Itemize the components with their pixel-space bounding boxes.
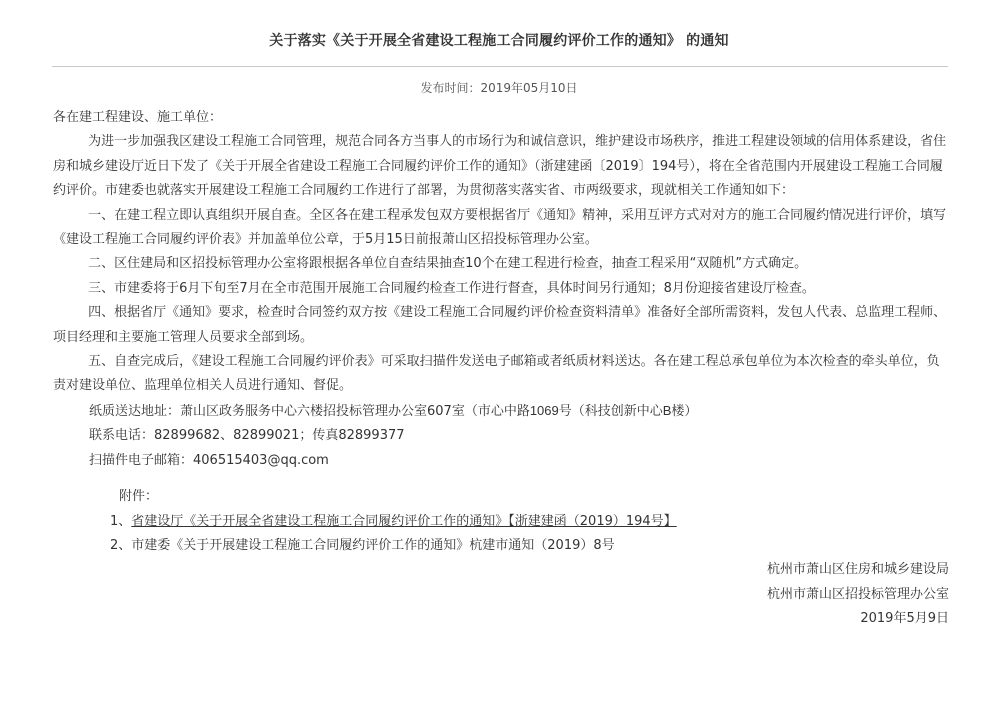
signature-bidding-office: 杭州市萧山区招投标管理办公室 — [766, 586, 949, 602]
attachment-item-2 — [53, 534, 949, 558]
item-paragraph-5: 五、自查完成后，《建设工程施工合同履约评价表》可采取扫描件发送电子邮箱或者纸质材料送达。各在建工程总承包单位为本次检查的牵头单位，负责对建设单位、监理单位相关人员进行通知、督促。 — [53, 354, 940, 394]
contact-address — [53, 399, 949, 424]
intro-paragraph: 为进一步加强我区建设工程施工合同管理，规范合同各方当事人的市场行为和诚信意识，维护建设市场秩序，推进工程建设领域的信用体系建设，省住房和城乡建设厅近日下发了《关于开展全省建设工程施工合同履约评价工作的通知》（浙建建函〔2019〕194号），将在全省范围内开展建设工程施工合同履约评价。市建委也就落实开展建设工程施工合同履约工作进行了部署，为贯彻落实落实省、市两级要求，现就相关工作通知如下： — [53, 134, 947, 199]
attachment-link-1[interactable]: 省建设厅《关于开展全省建设工程施工合同履约评价工作的通知》【浙建建函（2019）194号】 — [131, 513, 677, 529]
attachment-number: 2、 — [110, 537, 132, 553]
contact-email: 扫描件电子邮箱：406515403@qq.com — [89, 452, 329, 468]
notice-content — [53, 106, 949, 632]
item-paragraph-4: 四、根据省厅《通知》要求，检查时合同签约双方按《建设工程施工合同履约评价检查资料清单》准备好全部所需资料，发包人代表、总监理工程师、项目经理和主要施工管理人员要求全部到场。 — [53, 305, 947, 345]
attachment-number: 1、 — [110, 513, 132, 529]
sign-date: 2019年5月9日 — [860, 611, 949, 627]
item-paragraph-1: 一、在建工程立即认真组织开展自查。全区各在建工程承发包双方要根据省厅《通知》精神，采用互评方式对对方的施工合同履约情况进行评价，填写《建设工程施工合同履约评价表》并加盖单位公章，于5月15日前报萧山区招投标管理办公室。 — [53, 207, 947, 248]
publish-date: 发布时间：2019年05月10日 — [420, 81, 578, 95]
contact-phone: 联系电话：82899682、82899021；传真82899377 — [89, 428, 405, 444]
page-title: 关于落实《关于开展全省建设工程施工合同履约评价工作的通知》 的通知 — [269, 33, 729, 49]
attachment-text-2: 市建委《关于开展建设工程施工合同履约评价工作的通知》杭建市通知（2019）8号 — [131, 537, 615, 553]
attachment-item-1 — [53, 510, 949, 534]
item-paragraph-2: 二、区住建局和区招投标管理办公室将跟根据各单位自查结果抽查10个在建工程进行检查，抽查工程采用“双随机”方式确定。 — [88, 256, 808, 272]
signature-housing-bureau: 杭州市萧山区住房和城乡建设局 — [766, 562, 949, 578]
address-text: 纸质送达地址：萧山区政务服务中心六楼招投标管理办公室607室 — [89, 403, 465, 419]
address-detail: （市心中路1069号（科技创新中心B楼） — [464, 402, 698, 418]
salutation: 各在建工程建设、施工单位： — [53, 110, 223, 125]
item-paragraph-3: 三、市建委将于6月下旬至7月在全市范围开展施工合同履约检查工作进行督查，具体时间另行通知；8月份迎接省建设厅检查。 — [88, 280, 815, 296]
paragraph-spacer — [53, 473, 949, 485]
attachments-heading: 附件： — [119, 489, 159, 505]
title-divider — [52, 66, 948, 67]
